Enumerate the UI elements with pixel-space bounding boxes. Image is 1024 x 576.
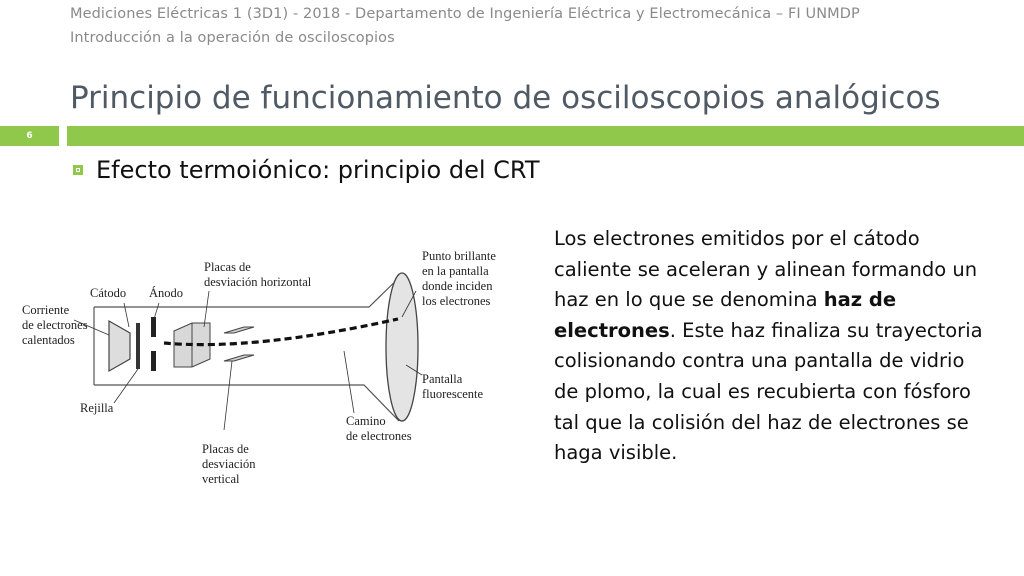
label-pantalla-2: fluorescente [422, 387, 484, 401]
course-header: Mediciones Eléctricas 1 (3D1) - 2018 - Departamento de Ingeniería Eléctrica y Electromecánica – FI UNMDP [70, 6, 860, 22]
grid-shape [136, 323, 140, 369]
crt-diagram [14, 235, 534, 505]
label-corriente-3: calentados [22, 333, 75, 347]
label-placas-v-1: Placas de [202, 442, 249, 456]
slide-title: Principio de funcionamiento de osciloscopios analógicos [70, 80, 941, 116]
square-bullet-icon [73, 165, 83, 175]
label-camino-2: de electrones [346, 429, 412, 443]
label-placas-v-3: vertical [202, 472, 240, 486]
label-pantalla-1: Pantalla [422, 372, 463, 386]
label-corriente-1: Corriente [22, 303, 70, 317]
label-placas-h-1: Placas de [204, 260, 251, 274]
paragraph-text-start: Los electrones emitidos por el cátodo caliente se aceleran y alinean formando un haz en lo que se denomina [554, 227, 978, 312]
slide-number: 6 [0, 126, 59, 146]
anode-shape [151, 317, 156, 371]
label-anodo: Ánodo [149, 286, 184, 300]
label-camino-1: Camino [346, 414, 386, 428]
title-rule [67, 126, 1024, 146]
label-punto-2: en la pantalla [422, 264, 489, 278]
fluorescent-screen [386, 273, 418, 421]
crt-tube-outline [94, 273, 404, 421]
label-rejilla: Rejilla [80, 401, 114, 415]
course-subheader: Introducción a la operación de osciloscopios [70, 30, 395, 46]
label-placas-h-2: desviación horizontal [204, 275, 312, 289]
label-punto-4: los electrones [422, 294, 491, 308]
label-placas-v-2: desviación [202, 457, 256, 471]
paragraph-text-end: . Este haz finaliza su trayectoria colisionando contra una pantalla de vidrio de plomo, la cual es recubierta con fósforo tal que la colisión del haz de electrones se haga visible. [554, 318, 983, 465]
label-corriente-2: de electrones [22, 318, 88, 332]
paragraph-bold-term: haz de electrones [554, 288, 897, 342]
description-paragraph [554, 224, 994, 469]
label-punto-3: donde inciden [422, 279, 493, 293]
cathode-shape [109, 321, 130, 371]
horizontal-plates [224, 327, 254, 361]
label-catodo: Cátodo [90, 286, 127, 300]
label-punto-1: Punto brillante [422, 249, 496, 263]
bullet-item [73, 156, 540, 184]
bullet-text: Efecto termoiónico: principio del CRT [96, 156, 540, 184]
